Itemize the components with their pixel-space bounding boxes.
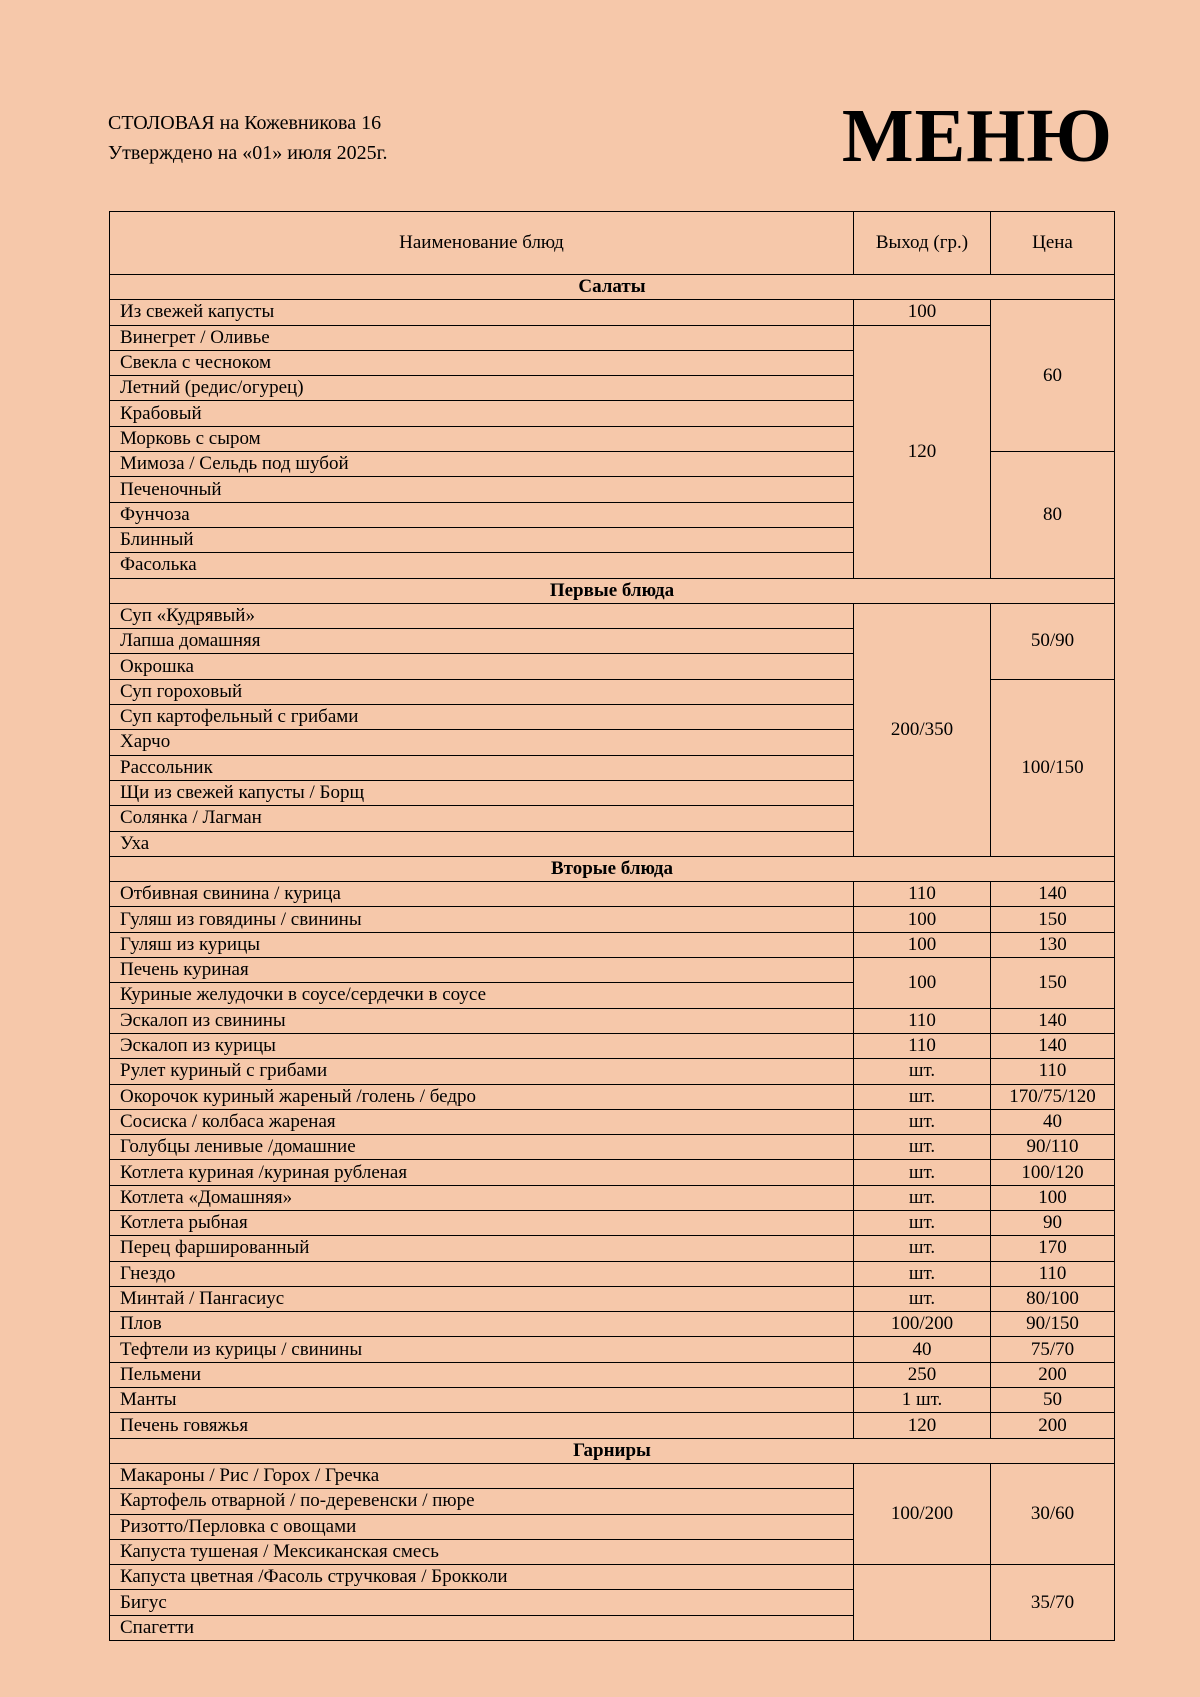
dish-name: Суп гороховый [110, 679, 854, 704]
dish-price: 110 [991, 1261, 1115, 1286]
dish-weight: 100/200 [854, 1312, 991, 1337]
dish-weight: 100/200 [854, 1463, 991, 1564]
dish-name: Окрошка [110, 654, 854, 679]
dish-weight: шт. [854, 1135, 991, 1160]
dish-name: Мимоза / Сельдь под шубой [110, 452, 854, 477]
dish-name: Капуста тушеная / Мексиканская смесь [110, 1539, 854, 1564]
dish-price: 50/90 [991, 603, 1115, 679]
dish-price: 90/150 [991, 1312, 1115, 1337]
dish-name: Перец фаршированный [110, 1236, 854, 1261]
table-row [110, 1286, 1115, 1311]
table-row [110, 1008, 1115, 1033]
table-row [110, 1312, 1115, 1337]
dish-name: Винегрет / Оливье [110, 325, 854, 350]
dish-weight: 1 шт. [854, 1388, 991, 1413]
dish-weight: 110 [854, 1008, 991, 1033]
dish-weight [854, 1565, 991, 1641]
table-row [110, 1261, 1115, 1286]
dish-name: Сосиска / колбаса жареная [110, 1109, 854, 1134]
dish-name: Фунчоза [110, 502, 854, 527]
dish-price: 170 [991, 1236, 1115, 1261]
section-header-salads: Салаты [110, 275, 1115, 300]
table-row [110, 958, 1115, 983]
table-header-row [110, 212, 1115, 275]
dish-name: Гуляш из говядины / свинины [110, 907, 854, 932]
table-row [110, 1135, 1115, 1160]
dish-name: Свекла с чесноком [110, 350, 854, 375]
dish-price: 170/75/120 [991, 1084, 1115, 1109]
dish-name: Блинный [110, 527, 854, 552]
table-row [110, 1109, 1115, 1134]
dish-weight: шт. [854, 1059, 991, 1084]
dish-name: Тефтели из курицы / свинины [110, 1337, 854, 1362]
dish-price: 50 [991, 1388, 1115, 1413]
header-info [108, 108, 388, 168]
dish-weight: 200/350 [854, 603, 991, 856]
dish-weight: шт. [854, 1236, 991, 1261]
dish-name: Котлета «Домашняя» [110, 1185, 854, 1210]
dish-name: Солянка / Лагман [110, 806, 854, 831]
dish-weight: 40 [854, 1337, 991, 1362]
dish-price: 60 [991, 300, 1115, 452]
dish-name: Печеночный [110, 477, 854, 502]
dish-price: 80 [991, 452, 1115, 578]
dish-name: Печень куриная [110, 958, 854, 983]
table-row [110, 325, 1115, 350]
table-row [110, 1033, 1115, 1058]
dish-weight: шт. [854, 1185, 991, 1210]
dish-name: Харчо [110, 730, 854, 755]
dish-name: Плов [110, 1312, 854, 1337]
dish-name: Куриные желудочки в соусе/сердечки в соусе [110, 983, 854, 1008]
dish-price: 100/120 [991, 1160, 1115, 1185]
dish-weight: 100 [854, 958, 991, 1009]
dish-weight: шт. [854, 1286, 991, 1311]
dish-name: Щи из свежей капусты / Борщ [110, 780, 854, 805]
canteen-name: СТОЛОВАЯ на Кожевникова 16 [108, 112, 382, 134]
dish-name: Минтай / Пангасиус [110, 1286, 854, 1311]
dish-weight: шт. [854, 1160, 991, 1185]
section-header-first-courses: Первые блюда [110, 578, 1115, 603]
dish-name: Гнездо [110, 1261, 854, 1286]
dish-name: Спагетти [110, 1615, 854, 1640]
approval-date: Утверждено на «01» июля 2025г. [108, 142, 388, 164]
dish-weight: 110 [854, 1033, 991, 1058]
dish-name: Фасолька [110, 553, 854, 578]
dish-price: 140 [991, 882, 1115, 907]
table-row [110, 1463, 1115, 1488]
dish-price: 40 [991, 1109, 1115, 1134]
dish-weight: 100 [854, 907, 991, 932]
table-row [110, 882, 1115, 907]
table-row [110, 603, 1115, 628]
dish-price: 200 [991, 1413, 1115, 1438]
table-row [110, 1210, 1115, 1235]
table-row [110, 907, 1115, 932]
dish-name: Пельмени [110, 1362, 854, 1387]
table-row [110, 1413, 1115, 1438]
dish-weight: шт. [854, 1210, 991, 1235]
table-row [110, 1362, 1115, 1387]
dish-price: 110 [991, 1059, 1115, 1084]
dish-name: Окорочок куриный жареный /голень / бедро [110, 1084, 854, 1109]
page-title: МЕНЮ [841, 94, 1113, 178]
dish-price: 90 [991, 1210, 1115, 1235]
dish-weight: 100 [854, 932, 991, 957]
dish-price: 35/70 [991, 1565, 1115, 1641]
table-row [110, 1388, 1115, 1413]
dish-price: 130 [991, 932, 1115, 957]
dish-name: Печень говяжья [110, 1413, 854, 1438]
table-row [110, 1185, 1115, 1210]
dish-weight: 120 [854, 1413, 991, 1438]
dish-price: 140 [991, 1033, 1115, 1058]
dish-name: Уха [110, 831, 854, 856]
dish-weight: 120 [854, 325, 991, 578]
dish-name: Рулет куриный с грибами [110, 1059, 854, 1084]
dish-name: Морковь с сыром [110, 426, 854, 451]
dish-price: 150 [991, 907, 1115, 932]
dish-name: Отбивная свинина / курица [110, 882, 854, 907]
dish-name: Лапша домашняя [110, 629, 854, 654]
dish-name: Голубцы ленивые /домашние [110, 1135, 854, 1160]
dish-name: Суп «Кудрявый» [110, 603, 854, 628]
dish-weight: шт. [854, 1109, 991, 1134]
dish-price: 100/150 [991, 679, 1115, 856]
dish-price: 30/60 [991, 1463, 1115, 1564]
dish-name: Гуляш из курицы [110, 932, 854, 957]
table-row [110, 1565, 1115, 1590]
table-row [110, 932, 1115, 957]
dish-name: Картофель отварной / по-деревенски / пюре [110, 1489, 854, 1514]
dish-name: Макароны / Рис / Горох / Гречка [110, 1463, 854, 1488]
table-row [110, 1236, 1115, 1261]
table-row [110, 1084, 1115, 1109]
dish-weight: шт. [854, 1261, 991, 1286]
section-header-main-courses: Вторые блюда [110, 856, 1115, 881]
dish-name: Летний (редис/огурец) [110, 376, 854, 401]
dish-name: Рассольник [110, 755, 854, 780]
dish-name: Капуста цветная /Фасоль стручковая / Брокколи [110, 1565, 854, 1590]
dish-name: Из свежей капусты [110, 300, 854, 325]
dish-price: 140 [991, 1008, 1115, 1033]
column-header-price: Цена [991, 212, 1115, 275]
dish-weight: 250 [854, 1362, 991, 1387]
table-row [110, 1160, 1115, 1185]
dish-weight: шт. [854, 1084, 991, 1109]
column-header-weight: Выход (гр.) [854, 212, 991, 275]
dish-name: Манты [110, 1388, 854, 1413]
dish-price: 150 [991, 958, 1115, 1009]
dish-name: Суп картофельный с грибами [110, 705, 854, 730]
dish-name: Эскалоп из курицы [110, 1033, 854, 1058]
dish-price: 90/110 [991, 1135, 1115, 1160]
dish-name: Котлета куриная /куриная рубленая [110, 1160, 854, 1185]
table-row [110, 1337, 1115, 1362]
section-header-side-dishes: Гарниры [110, 1438, 1115, 1463]
dish-name: Ризотто/Перловка с овощами [110, 1514, 854, 1539]
dish-price: 80/100 [991, 1286, 1115, 1311]
dish-name: Крабовый [110, 401, 854, 426]
menu-table [109, 211, 1115, 1641]
dish-weight: 100 [854, 300, 991, 325]
dish-price: 75/70 [991, 1337, 1115, 1362]
dish-weight: 110 [854, 882, 991, 907]
dish-name: Котлета рыбная [110, 1210, 854, 1235]
dish-name: Эскалоп из свинины [110, 1008, 854, 1033]
dish-price: 200 [991, 1362, 1115, 1387]
table-row [110, 300, 1115, 325]
dish-name: Бигус [110, 1590, 854, 1615]
dish-price: 100 [991, 1185, 1115, 1210]
table-row [110, 1059, 1115, 1084]
column-header-dish: Наименование блюд [110, 212, 854, 275]
